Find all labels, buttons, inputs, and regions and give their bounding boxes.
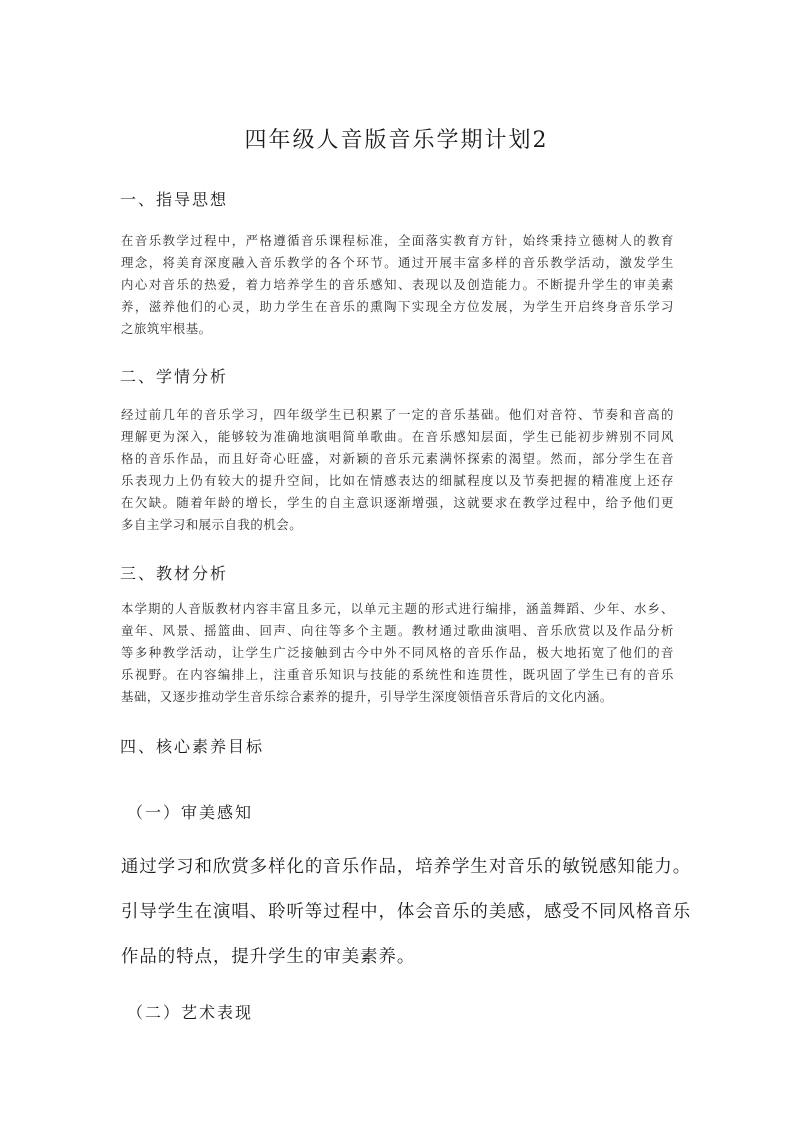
section-heading-textbook-analysis: 三、教材分析 — [120, 564, 229, 583]
paragraph-line: 理念，将美育深度融入音乐教学的各个环节。通过开展丰富多样的音乐教学活动，激发学生 — [121, 255, 674, 270]
paragraph-line: 作品的特点，提升学生的审美素养。 — [121, 947, 416, 967]
paragraph-line: 之旅筑牢根基。 — [121, 321, 212, 336]
subsection-paragraph-aesthetic-perception — [121, 845, 692, 980]
section-heading-guiding-ideology: 一、指导思想 — [120, 190, 229, 209]
section-paragraph-student-analysis — [121, 404, 674, 536]
paragraph-line: 乐表现力上仍有较大的提升空间，比如在情感表达的细腻程度以及节奏把握的精准度上还存 — [121, 473, 674, 488]
section-paragraph-textbook-analysis — [121, 598, 674, 708]
subsection-heading-artistic-expression: （二）艺术表现 — [127, 1003, 254, 1022]
paragraph-line: 养，滋养他们的心灵，助力学生在音乐的熏陶下实现全方位发展，为学生开启终身音乐学习 — [121, 299, 674, 314]
paragraph-line: 童年、风景、摇篮曲、回声、向往等多个主题。教材通过歌曲演唱、音乐欣赏以及作品分析 — [121, 623, 674, 638]
paragraph-line: 多自主学习和展示自我的机会。 — [121, 517, 303, 532]
paragraph-line: 通过学习和欣赏多样化的音乐作品，培养学生对音乐的敏锐感知能力。 — [121, 857, 692, 877]
paragraph-line: 乐视野。在内容编排上，注重音乐知识与技能的系统性和连贯性，既巩固了学生已有的音乐 — [121, 667, 674, 682]
section-paragraph-guiding-ideology — [121, 230, 674, 340]
section-heading-core-competency-goals: 四、核心素养目标 — [120, 737, 265, 756]
paragraph-line: 在音乐教学过程中，严格遵循音乐课程标准，全面落实教育方针，始终秉持立德树人的教育 — [121, 233, 674, 248]
paragraph-line: 基础，又逐步推动学生音乐综合素养的提升，引导学生深度领悟音乐背后的文化内涵。 — [121, 689, 613, 704]
paragraph-line: 理解更为深入，能够较为准确地演唱简单歌曲。在音乐感知层面，学生已能初步辨别不同风 — [121, 429, 674, 444]
section-heading-student-analysis: 二、学情分析 — [120, 367, 229, 386]
paragraph-line: 等多种教学活动，让学生广泛接触到古今中外不同风格的音乐作品，极大地拓宽了他们的音 — [121, 645, 674, 660]
paragraph-line: 经过前几年的音乐学习，四年级学生已积累了一定的音乐基础。他们对音符、节奏和音高的 — [121, 407, 674, 422]
document-title: 四年级人音版音乐学期计划2 — [244, 128, 549, 153]
paragraph-line: 引导学生在演唱、聆听等过程中，体会音乐的美感，感受不同风格音乐 — [121, 902, 692, 922]
paragraph-line: 格的音乐作品，而且好奇心旺盛，对新颖的音乐元素满怀探索的渴望。然而，部分学生在音 — [121, 451, 674, 466]
paragraph-line: 在欠缺。随着年龄的增长，学生的自主意识逐渐增强，这就要求在教学过程中，给予他们更 — [121, 495, 674, 510]
paragraph-line: 本学期的人音版教材内容丰富且多元，以单元主题的形式进行编排，涵盖舞蹈、少年、水乡、 — [121, 601, 674, 616]
subsection-heading-aesthetic-perception: （一）审美感知 — [127, 803, 254, 822]
paragraph-line: 内心对音乐的热爱，着力培养学生的音乐感知、表现以及创造能力。不断提升学生的审美素 — [121, 277, 674, 292]
